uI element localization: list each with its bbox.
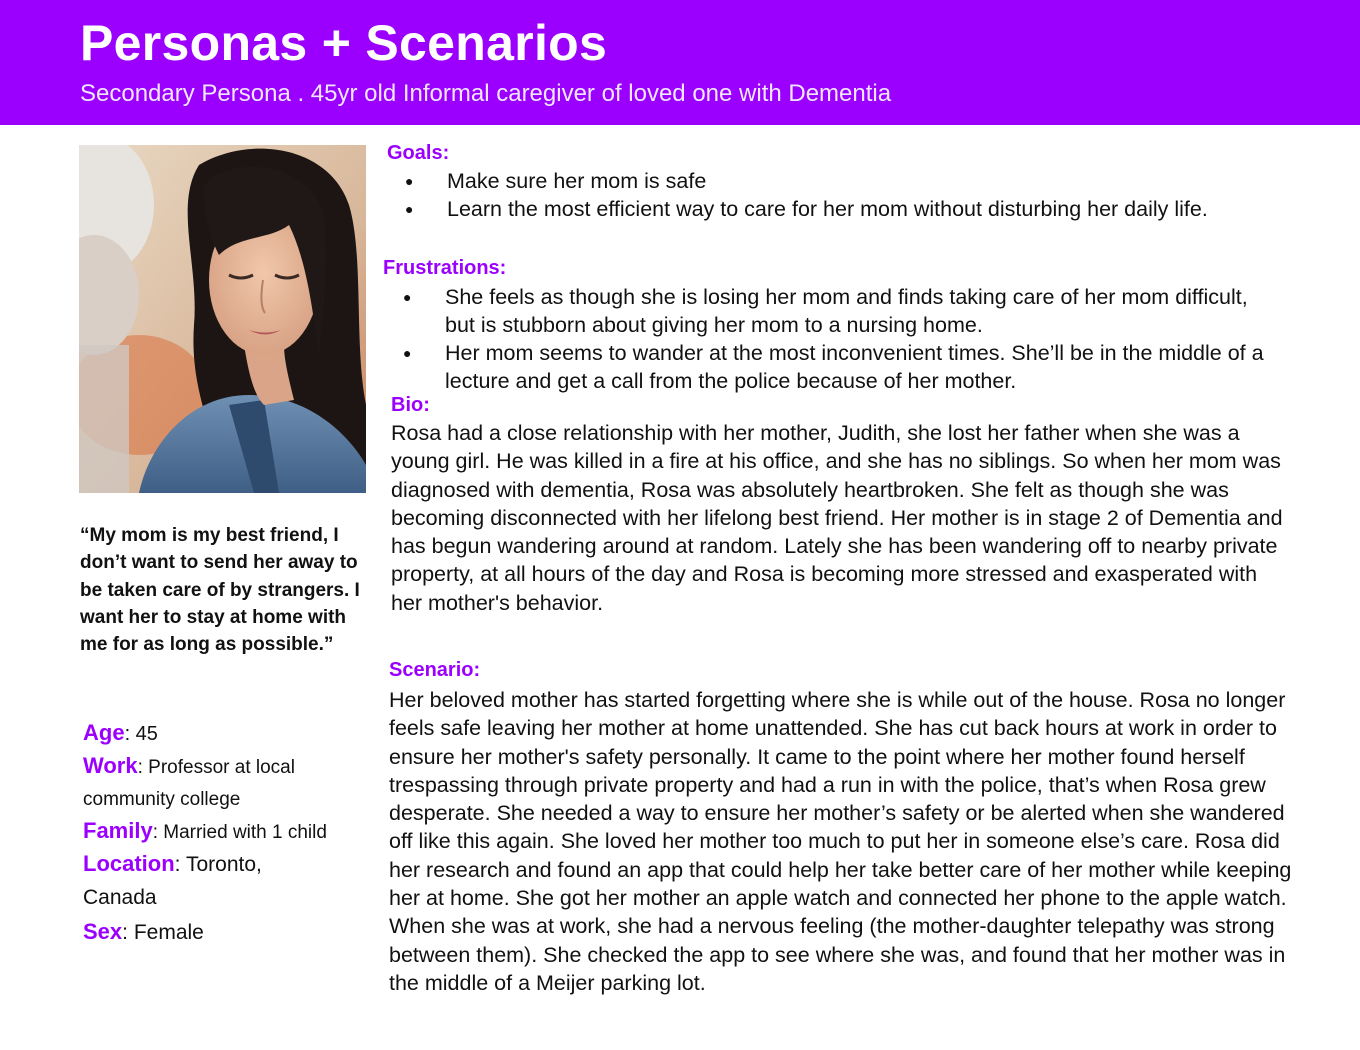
goals-heading: Goals:	[387, 142, 450, 164]
fact-sex-value: : Female	[122, 921, 204, 944]
fact-sex-label: Sex	[83, 919, 123, 944]
scenario-heading: Scenario:	[389, 659, 481, 681]
fact-family	[83, 818, 327, 844]
header-banner	[0, 0, 1360, 125]
fact-family-label: Family	[83, 818, 153, 843]
goals-list	[405, 167, 1287, 223]
fact-work	[83, 753, 295, 779]
frustrations-heading: Frustrations:	[383, 257, 507, 279]
fact-work-value-2: community college	[83, 789, 241, 810]
bullet-icon: ●	[405, 201, 414, 217]
bullet-icon: ●	[403, 345, 412, 361]
fact-work-label: Work	[83, 753, 138, 778]
scenario-text: Her beloved mother has started forgetting where she is while out of the house. Rosa no longer feels safe leaving her mother at home unattended. She has cut back hours at work in order to ensure her mother's safety personally. It came to the point where her mother found herself trespassing through private property and had a run in with the police, that’s when Rosa grew desperate. She needed a way to ensure her mother’s safety or be alerted when she wandered off like this again. She loved her mother too much to put her in someone else’s care. Rosa did her research and found an app that could help her take better care of her mother while keeping her at home. She got her mother an apple watch and connected her phone to the apple watch. When she was at work, she had a nervous feeling (the mother-daughter telepathy was strong between them). She checked the app to see where she was, and found that her mother was in the middle of a Meijer parking lot.	[389, 688, 1292, 995]
fact-work-cont	[83, 788, 240, 811]
fact-age-value: : 45	[124, 723, 158, 745]
bullet-icon: ●	[405, 173, 414, 189]
persona-quote: “My mom is my best friend, I don’t want to send her away to be taken care of by strangers. I want her to stay at home with me for as long as possible.”	[80, 525, 360, 656]
fact-age	[83, 720, 158, 746]
frustrations-list	[403, 283, 1280, 395]
fact-sex	[83, 919, 204, 945]
list-item: ● Learn the most efficient way to care for her mom without disturbing her daily life.	[405, 197, 1208, 221]
fact-work-value: : Professor at local	[137, 757, 295, 778]
list-item: ● She feels as though she is losing her mom and finds taking care of her mom difficult, but is stubborn about giving her mom to a nursing home.	[403, 285, 1248, 337]
bullet-icon: ●	[403, 289, 412, 305]
bio-heading: Bio:	[391, 394, 430, 416]
fact-location-label: Location	[83, 851, 175, 876]
fact-location-value: : Toronto,	[174, 853, 262, 876]
bio-text: Rosa had a close relationship with her mother, Judith, she lost her father when she was a young girl. He was killed in a fire at his office, and she has no siblings. So when her mom was diagnosed with dementia, Rosa was absolutely heartbroken. She felt as though she was becoming disconnected with her lifelong best friend. Her mother is in stage 2 of Dementia and has begun wandering around at random. Lately she has been wandering off to nearby private property, at all hours of the day and Rosa is becoming more stressed and exasperated with her mother's behavior.	[391, 421, 1283, 615]
fact-family-value: : Married with 1 child	[152, 822, 327, 843]
fact-location-value-2: Canada	[83, 886, 157, 909]
list-item: ● Make sure her mom is safe	[405, 169, 707, 193]
persona-photo-illustration	[79, 145, 366, 493]
page-subtitle: Secondary Persona . 45yr old Informal caregiver of loved one with Dementia	[80, 80, 892, 107]
fact-location	[83, 851, 262, 877]
page-title: Personas + Scenarios	[80, 15, 608, 71]
fact-location-cont	[83, 886, 157, 910]
persona-photo	[79, 145, 366, 493]
fact-age-label: Age	[83, 720, 125, 745]
list-item: ● Her mom seems to wander at the most inconvenient times. She’ll be in the middle of a lecture and get a call from the police because of her mother.	[403, 341, 1264, 393]
